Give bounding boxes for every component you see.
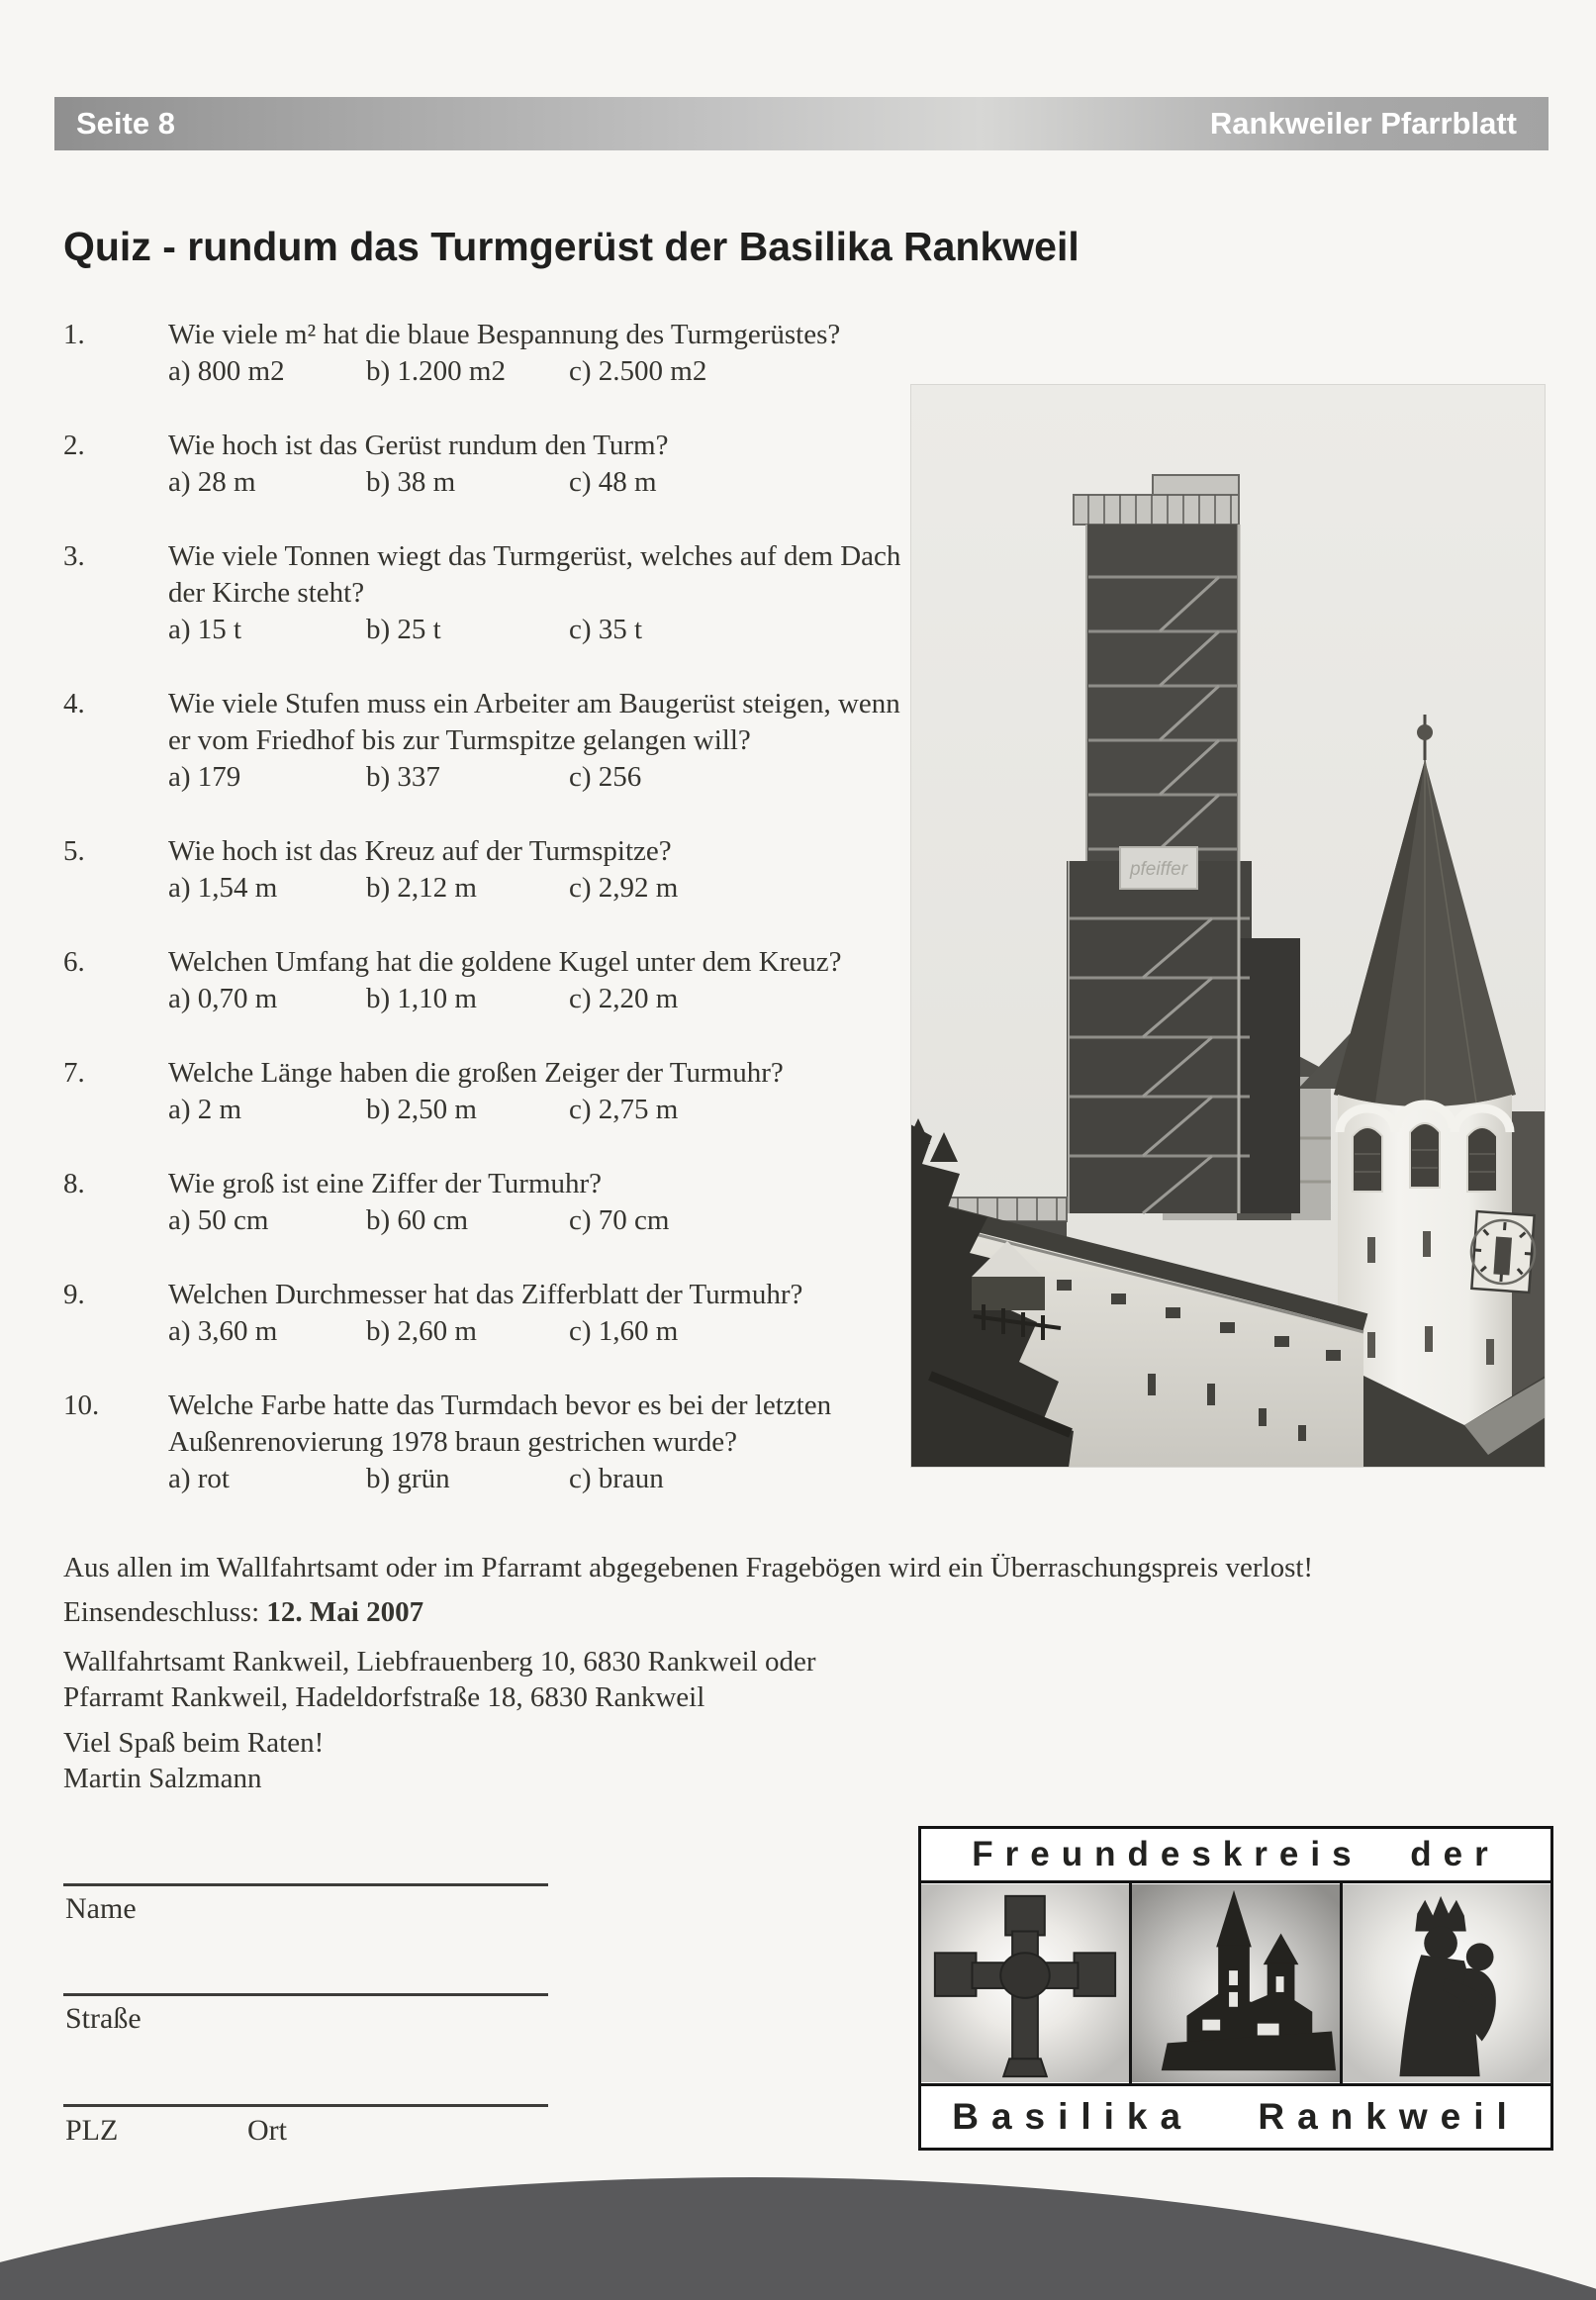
scaffold-banner xyxy=(1120,847,1197,889)
option-c: c) 35 t xyxy=(569,614,643,645)
tower-clock xyxy=(1468,1211,1537,1293)
logo-panel-cross xyxy=(921,1883,1129,2083)
closing-lines xyxy=(63,1725,1548,1796)
question-text: Wie viele m² hat die blaue Bespannung des Turmgerüstes? xyxy=(168,319,841,350)
question-number: 5. xyxy=(63,835,85,867)
option-c: c) 2.500 m2 xyxy=(569,355,707,387)
question-number: 6. xyxy=(63,946,85,978)
option-b: b) grün xyxy=(366,1463,450,1494)
option-a: a) 2 m xyxy=(168,1094,242,1125)
question-number: 8. xyxy=(63,1168,85,1199)
street-label: Straße xyxy=(65,2002,141,2035)
deadline-label: Einsendeschluss: xyxy=(63,1596,260,1628)
quiz-question-7 xyxy=(63,1055,926,1128)
quiz-question-6 xyxy=(63,944,926,1017)
quiz-question-1 xyxy=(63,317,926,390)
page-title: Quiz - rundum das Turmgerüst der Basilika Rankweil xyxy=(63,224,1080,269)
freundeskreis-logo xyxy=(918,1826,1553,2151)
question-text: Wie viele Tonnen wiegt das Turmgerüst, welches auf dem Dach der Kirche steht? xyxy=(168,540,901,609)
quiz-question-5 xyxy=(63,833,926,907)
question-text: Wie hoch ist das Gerüst rundum den Turm? xyxy=(168,430,669,461)
logo-panel-church xyxy=(1129,1883,1343,2083)
option-a: a) 3,60 m xyxy=(168,1315,278,1347)
option-c: c) 2,92 m xyxy=(569,872,679,904)
option-a: a) 50 cm xyxy=(168,1204,269,1236)
closing-line-2: Martin Salzmann xyxy=(63,1763,262,1794)
option-c: c) 70 cm xyxy=(569,1204,670,1236)
question-number: 10. xyxy=(63,1390,100,1421)
quiz-question-4 xyxy=(63,686,926,796)
basilica-photo xyxy=(910,384,1546,1468)
deadline-line xyxy=(63,1594,1548,1631)
option-a: a) 15 t xyxy=(168,614,242,645)
name-write-in-line xyxy=(63,1883,548,1886)
address-lines xyxy=(63,1644,1548,1715)
name-label: Name xyxy=(65,1892,137,1925)
publication-title: Rankweiler Pfarrblatt xyxy=(1209,106,1517,141)
deadline-date: 12. Mai 2007 xyxy=(266,1596,424,1628)
option-b: b) 1.200 m2 xyxy=(366,355,506,387)
footer-texts xyxy=(63,1550,1548,1796)
option-c: c) braun xyxy=(569,1463,664,1494)
option-c: c) 48 m xyxy=(569,466,657,498)
question-number: 2. xyxy=(63,430,85,461)
question-text: Welche Länge haben die großen Zeiger der Turmuhr? xyxy=(168,1057,784,1089)
option-b: b) 1,10 m xyxy=(366,983,477,1014)
option-b: b) 2,50 m xyxy=(366,1094,477,1125)
option-a: a) 179 xyxy=(168,761,241,793)
option-c: c) 256 xyxy=(569,761,642,793)
question-number: 7. xyxy=(63,1057,85,1089)
quiz-question-8 xyxy=(63,1166,926,1239)
option-b: b) 2,60 m xyxy=(366,1315,477,1347)
address-line-2: Pfarramt Rankweil, Hadeldorfstraße 18, 6830 Rankweil xyxy=(63,1681,705,1713)
question-text: Welchen Durchmesser hat das Zifferblatt der Turmuhr? xyxy=(168,1279,803,1310)
city-label: Ort xyxy=(247,2114,287,2147)
logo-top-text: Freundeskreis der xyxy=(921,1829,1550,1883)
option-b: b) 2,12 m xyxy=(366,872,477,904)
church-icon xyxy=(1132,1883,1340,2083)
option-b: b) 337 xyxy=(366,761,440,793)
plz-ort-write-in-line xyxy=(63,2104,548,2107)
quiz-question-10 xyxy=(63,1388,926,1497)
madonna-icon xyxy=(1343,1883,1550,2083)
option-a: a) 1,54 m xyxy=(168,872,278,904)
option-a: a) rot xyxy=(168,1463,230,1494)
question-text: Wie hoch ist das Kreuz auf der Turmspitze? xyxy=(168,835,672,867)
question-number: 1. xyxy=(63,319,85,350)
option-a: a) 28 m xyxy=(168,466,256,498)
option-c: c) 2,75 m xyxy=(569,1094,679,1125)
question-text: Wie viele Stufen muss ein Arbeiter am Baugerüst steigen, wenn er vom Friedhof bis zur Turmspitze gelangen will? xyxy=(168,688,900,756)
question-text: Wie groß ist eine Ziffer der Turmuhr? xyxy=(168,1168,603,1199)
raffle-note: Aus allen im Wallfahrtsamt oder im Pfarramt abgegebenen Fragebögen wird ein Überraschungspreis verlost! xyxy=(63,1552,1314,1583)
quiz-question-3 xyxy=(63,538,926,648)
header-bar xyxy=(54,97,1549,150)
address-line-1: Wallfahrtsamt Rankweil, Liebfrauenberg 10, 6830 Rankweil oder xyxy=(63,1646,816,1677)
question-text: Welchen Umfang hat die goldene Kugel unter dem Kreuz? xyxy=(168,946,842,978)
street-write-in-line xyxy=(63,1993,548,1996)
logo-panel-madonna xyxy=(1343,1883,1550,2083)
question-number: 3. xyxy=(63,540,85,572)
footer-dome-graphic xyxy=(0,2177,1596,2300)
plz-label: PLZ xyxy=(65,2114,119,2147)
quiz-question-list xyxy=(63,317,926,1535)
question-number: 9. xyxy=(63,1279,85,1310)
option-b: b) 60 cm xyxy=(366,1204,469,1236)
option-c: c) 1,60 m xyxy=(569,1315,679,1347)
quiz-question-9 xyxy=(63,1277,926,1350)
logo-bottom-text: Basilika Rankweil xyxy=(952,2096,1520,2137)
option-b: b) 38 m xyxy=(366,466,456,498)
question-text: Welche Farbe hatte das Turmdach bevor es bei der letzten Außenrenovierung 1978 braun gestrichen wurde? xyxy=(168,1390,832,1458)
banner-text: pfeiffer xyxy=(1129,859,1188,880)
closing-line-1: Viel Spaß beim Raten! xyxy=(63,1727,325,1759)
option-c: c) 2,20 m xyxy=(569,983,679,1014)
option-a: a) 0,70 m xyxy=(168,983,278,1014)
quiz-question-2 xyxy=(63,428,926,501)
cross-icon xyxy=(921,1883,1129,2083)
page-number-label: Seite 8 xyxy=(76,106,175,141)
option-a: a) 800 m2 xyxy=(168,355,285,387)
question-number: 4. xyxy=(63,688,85,719)
option-b: b) 25 t xyxy=(366,614,441,645)
